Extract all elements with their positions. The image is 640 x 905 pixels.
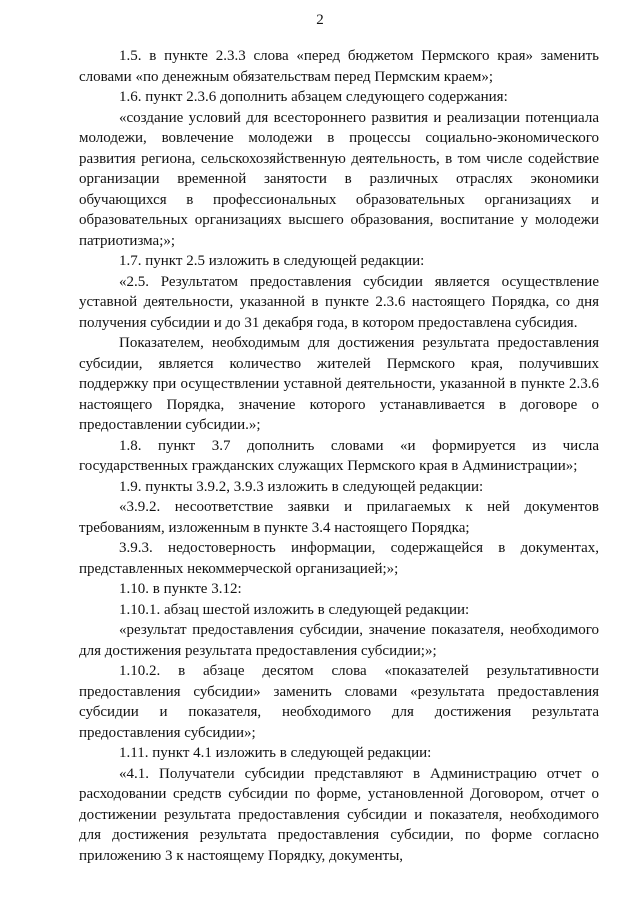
paragraph-1-5: 1.5. в пункте 2.3.3 слова «перед бюджетом Пермского края» заменить словами «по денежным обязательствам перед Пермским краем»; bbox=[79, 48, 599, 85]
paragraph-1-7: 1.7. пункт 2.5 изложить в следующей редакции: bbox=[119, 253, 425, 269]
paragraph-1-6-quote: «создание условий для всестороннего развития и реализации потенциала молодежи, вовлечение молодежи в процессы социально-экономического развития региона, сельскохозяйственную деятельность, в том числе содействие организации временной занятости в различных отраслях экономики обучающихся в профессиональных образовательных организациях и образовательных организациях высшего образования, воспитание у молодежи патриотизма;»; bbox=[79, 109, 599, 249]
paragraph-1-11: 1.11. пункт 4.1 изложить в следующей редакции: bbox=[119, 745, 432, 761]
document-body bbox=[79, 46, 599, 866]
paragraph-indicator: Показателем, необходимым для достижения результата предоставления субсидии, является количество жителей Пермского края, получивших поддержку при осуществлении уставной деятельности, указанной в пункте 2.3.6 настоящего Порядка, значение которого устанавливается в договоре о предоставлении субсидии.»; bbox=[79, 335, 599, 433]
paragraph-3-9-2: «3.9.2. несоответствие заявки и прилагаемых к ней документов требованиям, изложенным в пункте 3.4 настоящего Порядка; bbox=[79, 499, 599, 536]
paragraph-1-10: 1.10. в пункте 3.12: bbox=[119, 581, 242, 597]
paragraph-1-10-2: 1.10.2. в абзаце десятом слова «показателей результативности предоставления субсидии» заменить словами «результата предоставления субсидии и показателя, необходимого для достижения результата предоставления субсидии»; bbox=[79, 663, 599, 741]
page-number: 2 bbox=[316, 12, 324, 28]
paragraph-1-9: 1.9. пункты 3.9.2, 3.9.3 изложить в следующей редакции: bbox=[119, 478, 484, 495]
paragraph-4-1-quote: «4.1. Получатели субсидии представляют в Администрацию отчет о расходовании средств субсидии по форме, установленной Договором, отчет о достижении результата предоставления субсидии и показателя, необходимого для достижения результата предоставления субсидии, по форме согласно приложению 3 к настоящему Порядку, документы, bbox=[79, 765, 599, 864]
paragraph-1-10-1-quote: «результат предоставления субсидии, значение показателя, необходимого для достижения результата предоставления субсидии;»; bbox=[79, 622, 599, 659]
paragraph-3-9-3: 3.9.3. недостоверность информации, содержащейся в документах, представленных некоммерческой организацией;»; bbox=[79, 540, 599, 577]
paragraph-2-5-quote: «2.5. Результатом предоставления субсидии является осуществление уставной деятельности, указанной в пункте 2.3.6 настоящего Порядка, со дня получения субсидии и до 31 декабря года, в котором предоставлена субсидия. bbox=[79, 273, 599, 331]
paragraph-1-6: 1.6. пункт 2.3.6 дополнить абзацем следующего содержания: bbox=[119, 89, 508, 105]
paragraph-1-8: 1.8. пункт 3.7 дополнить словами «и формируется из числа государственных гражданских служащих Пермского края в Администрации»; bbox=[79, 437, 599, 474]
paragraph-1-10-1: 1.10.1. абзац шестой изложить в следующей редакции: bbox=[119, 601, 470, 618]
